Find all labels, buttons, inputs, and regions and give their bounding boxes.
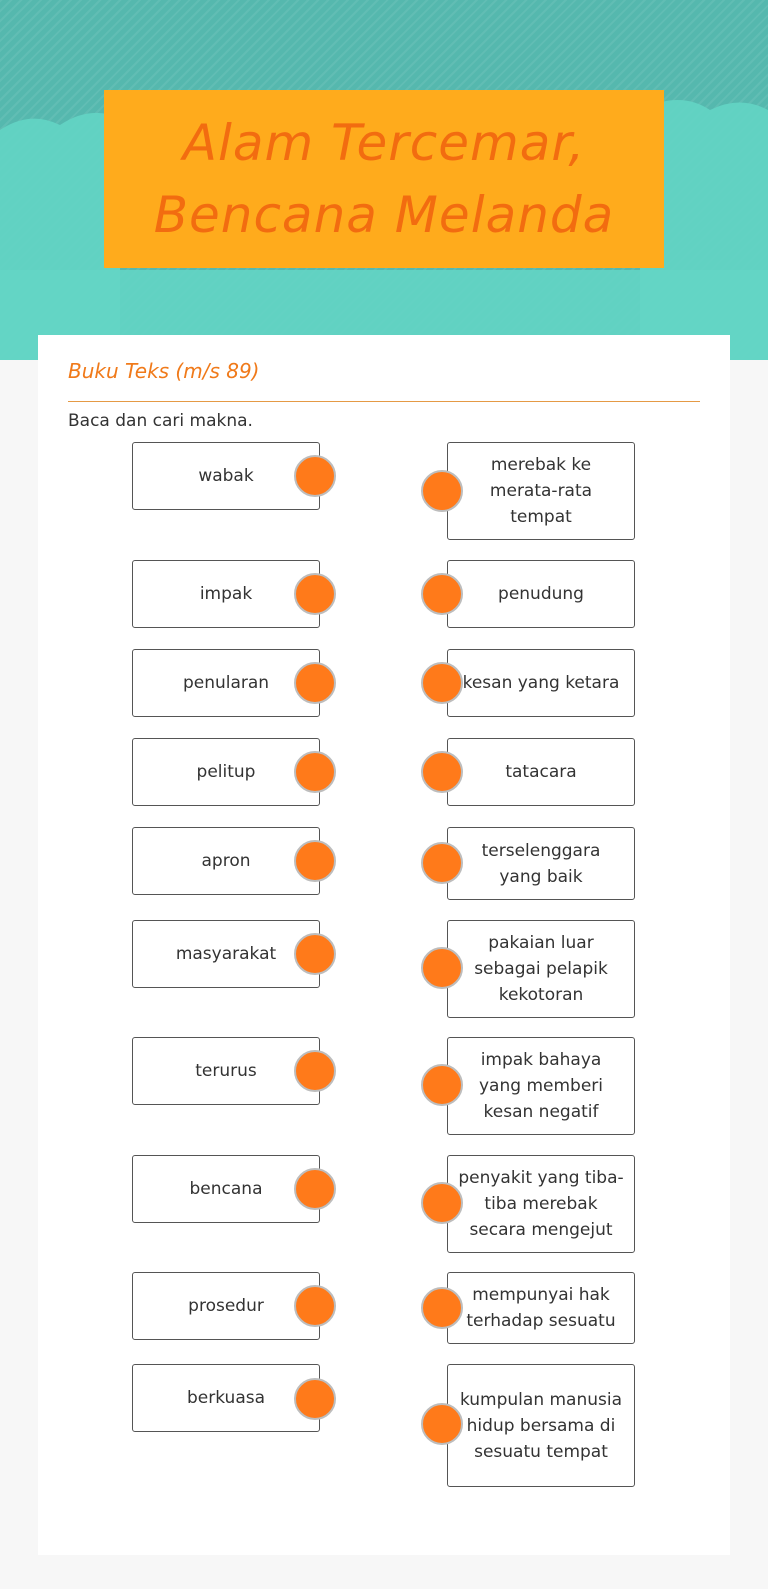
- right-connector-dot[interactable]: [421, 1287, 463, 1329]
- left-item-label: impak: [199, 584, 253, 604]
- right-item-label: penudung: [498, 584, 584, 604]
- right-item-box[interactable]: [447, 442, 635, 540]
- left-item-label: pelitup: [196, 762, 256, 782]
- right-item-box[interactable]: [447, 1155, 635, 1253]
- left-item-box[interactable]: [132, 1037, 320, 1105]
- left-item-label: bencana: [189, 1179, 263, 1199]
- right-item-box[interactable]: [447, 560, 635, 628]
- left-connector-dot[interactable]: [294, 751, 336, 793]
- right-item-box[interactable]: [447, 649, 635, 717]
- left-item-box[interactable]: [132, 920, 320, 988]
- right-item-label: impak bahaya yang memberi kesan negatif: [479, 1050, 603, 1122]
- right-item-box[interactable]: [447, 738, 635, 806]
- left-item-label: masyarakat: [175, 944, 277, 964]
- right-item-box[interactable]: [447, 1364, 635, 1487]
- left-item-box[interactable]: [132, 827, 320, 895]
- left-item-label: prosedur: [188, 1296, 264, 1316]
- left-item-box[interactable]: [132, 1272, 320, 1340]
- right-item-box[interactable]: [447, 827, 635, 900]
- left-item-label: apron: [201, 851, 251, 871]
- left-connector-dot[interactable]: [294, 455, 336, 497]
- right-connector-dot[interactable]: [421, 470, 463, 512]
- header-banner: [0, 0, 768, 360]
- right-connector-dot[interactable]: [421, 1182, 463, 1224]
- right-item-label: kesan yang ketara: [462, 673, 620, 693]
- right-connector-dot[interactable]: [421, 573, 463, 615]
- page-title: Alam Tercemar, Bencana Melanda: [153, 114, 615, 244]
- section-divider: [68, 401, 700, 402]
- right-item-box[interactable]: [447, 1272, 635, 1344]
- right-connector-dot[interactable]: [421, 662, 463, 704]
- left-item-box[interactable]: [132, 738, 320, 806]
- right-item-label: pakaian luar sebagai pelapik kekotoran: [474, 933, 608, 1005]
- right-connector-dot[interactable]: [421, 1403, 463, 1445]
- right-connector-dot[interactable]: [421, 1064, 463, 1106]
- right-connector-dot[interactable]: [421, 947, 463, 989]
- left-item-label: berkuasa: [186, 1388, 266, 1408]
- left-connector-dot[interactable]: [294, 1285, 336, 1327]
- right-item-label: penyakit yang tiba-tiba merebak secara mengejut: [458, 1168, 624, 1240]
- right-item-label: kumpulan manusia hidup bersama di sesuatu tempat: [459, 1389, 623, 1462]
- left-item-box[interactable]: [132, 1155, 320, 1223]
- right-item-label: tatacara: [505, 762, 577, 782]
- right-item-label: terselenggara yang baik: [481, 840, 601, 887]
- left-item-box[interactable]: [132, 649, 320, 717]
- left-connector-dot[interactable]: [294, 933, 336, 975]
- title-box: [104, 90, 664, 268]
- right-item-label: merebak ke merata-rata tempat: [489, 455, 593, 527]
- left-item-box[interactable]: [132, 442, 320, 510]
- left-item-box[interactable]: [132, 1364, 320, 1432]
- section-title: Buku Teks (m/s 89): [68, 359, 260, 383]
- left-item-label: terurus: [195, 1061, 257, 1081]
- left-item-label: wabak: [198, 466, 254, 486]
- activity-card: [38, 335, 730, 1555]
- left-connector-dot[interactable]: [294, 1050, 336, 1092]
- right-connector-dot[interactable]: [421, 842, 463, 884]
- left-connector-dot[interactable]: [294, 573, 336, 615]
- left-connector-dot[interactable]: [294, 840, 336, 882]
- left-item-label: penularan: [182, 673, 270, 693]
- left-item-box[interactable]: [132, 560, 320, 628]
- left-connector-dot[interactable]: [294, 1168, 336, 1210]
- right-connector-dot[interactable]: [421, 751, 463, 793]
- instruction-text: Baca dan cari makna.: [68, 411, 253, 431]
- right-item-label: mempunyai hak terhadap sesuatu: [466, 1285, 616, 1331]
- left-connector-dot[interactable]: [294, 662, 336, 704]
- right-item-box[interactable]: [447, 920, 635, 1018]
- right-item-box[interactable]: [447, 1037, 635, 1135]
- left-connector-dot[interactable]: [294, 1378, 336, 1420]
